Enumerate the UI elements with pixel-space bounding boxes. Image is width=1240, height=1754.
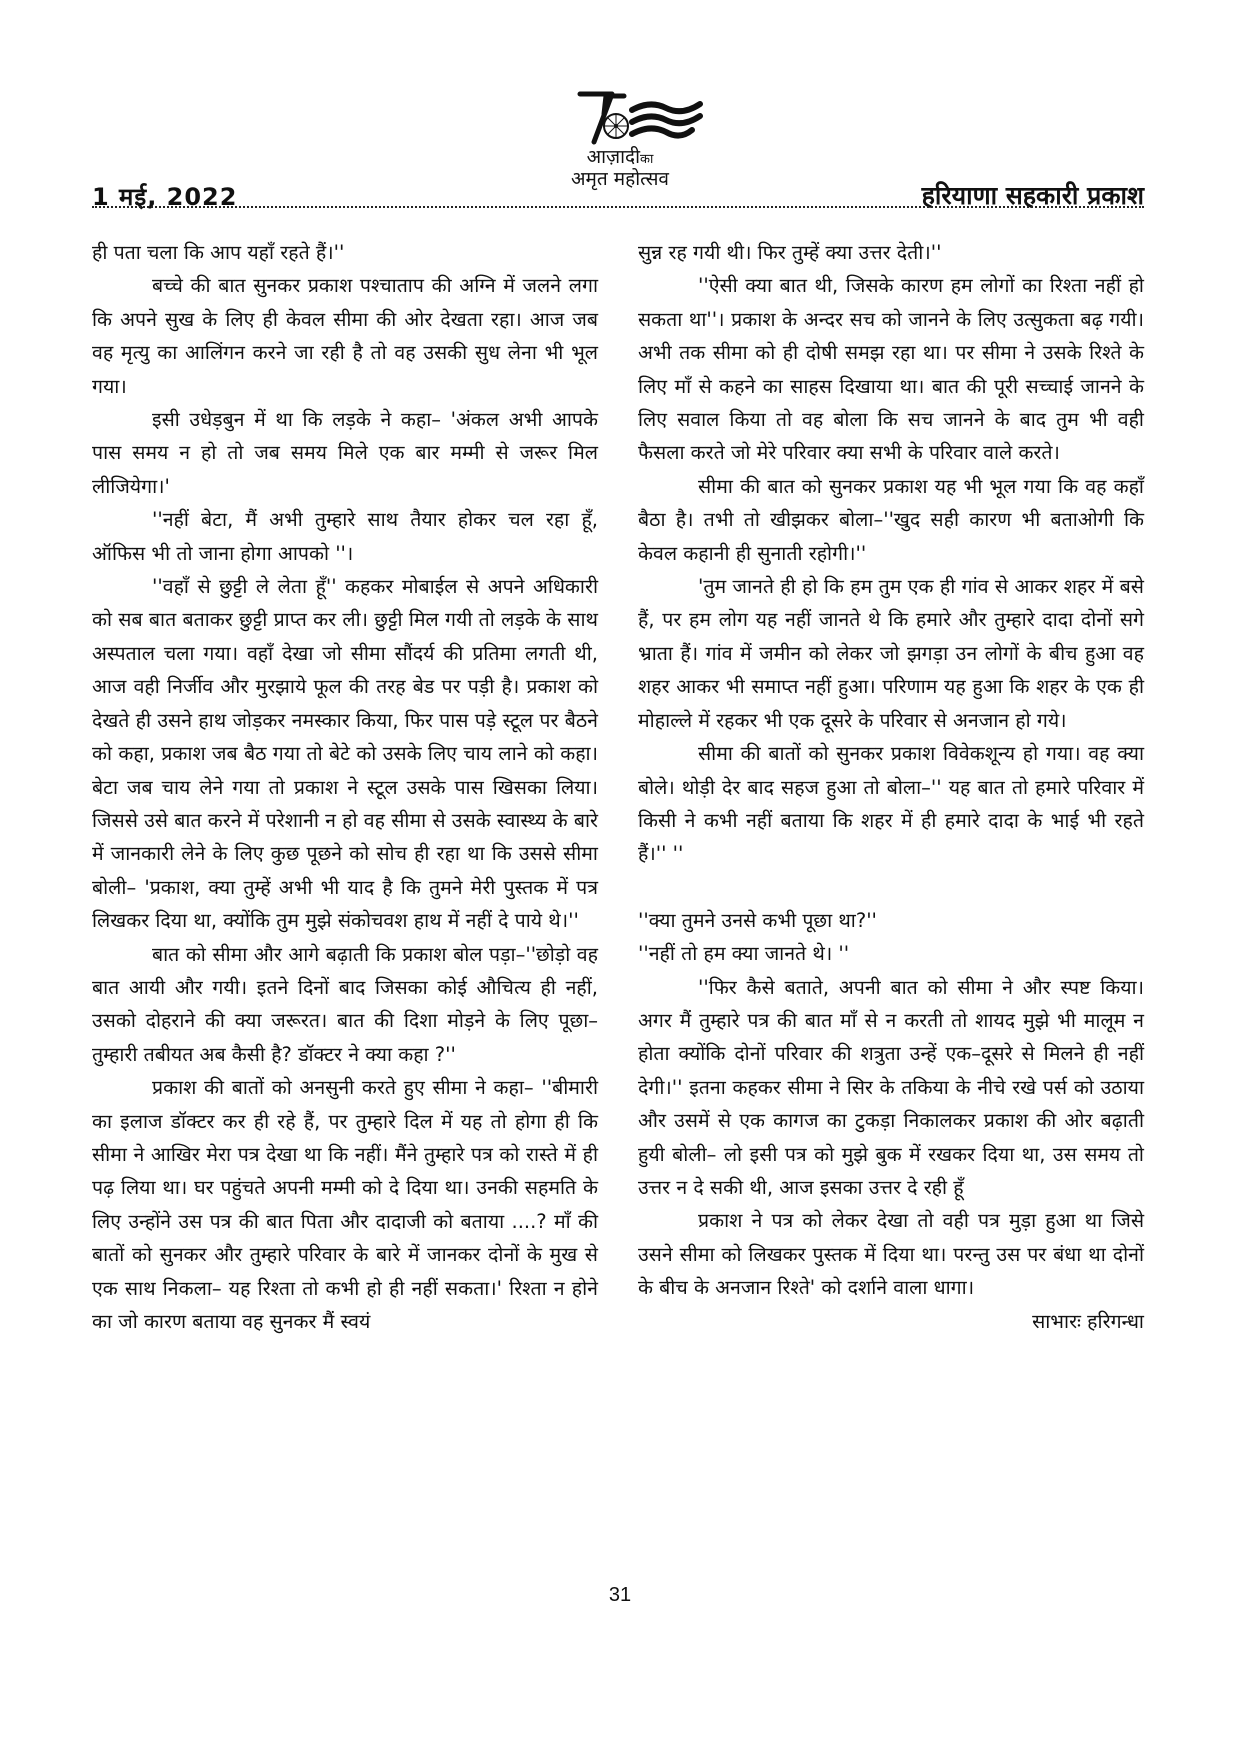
page-header xyxy=(92,90,1144,210)
paragraph: ''वहाँ से छुट्टी ले लेता हूँ'' कहकर मोबाईल से अपने अधिकारी को सब बात बताकर छुट्टी प्राप्त कर ली। छुट्टी मिल गयी तो लड़के के साथ अस्पताल चला गया। वहाँ देखा जो सीमा सौंदर्य की प्रतिमा लगती थी, आज वही निर्जीव और मुरझाये फूल की तरह बेड पर पड़ी है। प्रकाश को देखते ही उसने हाथ जोड़कर नमस्कार किया, फिर पास पड़े स्टूल पर बैठने को कहा, प्रकाश जब बैठ गया तो बेटे को उसके लिए चाय लाने को कहा। बेटा जब चाय लेने गया तो प्रकाश ने स्टूल उसके पास खिसका लिया। जिससे उसे बात करने में परेशानी न हो वह सीमा से उसके स्वास्थ्य के बारे में जानकारी लेने के लिए कुछ पूछने को सोच ही रहा था कि उससे सीमा बोली– 'प्रकाश, क्या तुम्हें अभी भी याद है कि तुमने मेरी पुस्तक में पत्र लिखकर दिया था, क्योंकि तुम मुझे संकोचवश हाथ में नहीं दे पाये थे।'' xyxy=(92,575,598,933)
paragraph: ''फिर कैसे बताते, अपनी बात को सीमा ने और स्पष्ट किया। अगर मैं तुम्हारे पत्र की बात माँ से न करती तो शायद मुझे भी मालूम न होता क्योंकि दोनों परिवार की शत्रुता उन्हें एक–दूसरे से मिलने ही नहीं देगी।'' इतना कहकर सीमा ने सिर के तकिया के नीचे रखे पर्स को उठाया और उसमें से एक कागज का टुकड़ा निकालकर प्रकाश की ओर बढ़ाती हुयी बोली– लो इसी पत्र को मुझे बुक में रखकर दिया था, उस समय तो उत्तर न दे सकी थी, आज इसका उत्तर दे रही हूँ xyxy=(638,975,1144,1199)
source-credit: साभारः हरिगन्धा xyxy=(1032,1309,1144,1333)
logo-75-flag-icon xyxy=(520,90,720,150)
paragraph: बच्चे की बात सुनकर प्रकाश पश्चाताप की अग्नि में जलने लगा कि अपने सुख के लिए ही केवल सीमा की ओर देखता रहा। आज जब वह मृत्यु का आलिंगन करने जा रही है तो वह उसकी सुध लेना भी भूल गया। xyxy=(92,274,598,398)
logo-line-2: अमृत महोत्सव xyxy=(571,168,669,190)
paragraph: सीमा की बातों को सुनकर प्रकाश विवेकशून्य हो गया। वह क्या बोले। थोड़ी देर बाद सहज हुआ तो बोला–'' यह बात तो हमारे परिवार में किसी ने कभी नहीं बताया कि शहर में ही हमारे दादा के भाई भी रहते हैं।'' '' xyxy=(638,742,1144,866)
paragraph: प्रकाश की बातों को अनसुनी करते हुए सीमा ने कहा– ''बीमारी का इलाज डॉक्टर कर ही रहे हैं, पर तुम्हारे दिल में यह तो होगा ही कि सीमा ने आखिर मेरा पत्र देखा था कि नहीं। मैंने तुम्हारे पत्र को रास्ते में ही पढ़ लिया था। घर पहुंचते अपनी मम्मी को दे दिया था। उनकी सहमति के लिए उन्होंने उस पत्र की बात पिता और दादाजी को बताया ....? माँ की बातों को सुनकर और तुम्हारे परिवार के बारे में जानकर दोनों के मुख से एक साथ निकला– यह रिश्ता तो कभी हो ही नहीं सकता।' रिश्ता न होने का जो कारण बताया वह सुनकर मैं स्वयं xyxy=(92,1076,598,1333)
paragraph: 'तुम जानते ही हो कि हम तुम एक ही गांव से आकर शहर में बसे हैं, पर हम लोग यह नहीं जानते थे कि हमारे और तुम्हारे दादा दोनों सगे भ्राता हैं। गांव में जमीन को लेकर जो झगड़ा उन लोगों के बीच हुआ वह शहर आकर भी समाप्त नहीं हुआ। परिणाम यह हुआ कि शहर के एक ही मोहाल्ले में रहकर भी एक दूसरे के परिवार से अनजान हो गये। xyxy=(638,575,1144,732)
logo-line-1: आज़ादीका xyxy=(586,146,654,168)
paragraph: ''नहीं तो हम क्या जानते थे। '' xyxy=(638,942,850,966)
paragraph: ही पता चला कि आप यहाँ रहते हैं।'' xyxy=(92,241,345,264)
paragraph: बात को सीमा और आगे बढ़ाती कि प्रकाश बोल पड़ा–''छोड़ो वह बात आयी और गयी। इतने दिनों बाद जिसका कोई औचित्य ही नहीं, उसको दोहराने की क्या जरूरत। बात की दिशा मोड़ने के लिए पूछा– तुम्हारी तबीयत अब कैसी है? डॉक्टर ने क्या कहा ?'' xyxy=(92,942,598,1066)
header-dotted-rule xyxy=(92,206,1144,208)
issue-date: 1 मई, 2022 xyxy=(92,183,238,211)
right-column xyxy=(638,236,1144,1338)
paragraph: प्रकाश ने पत्र को लेकर देखा तो वही पत्र मुड़ा हुआ था जिसे उसने सीमा को लिखकर पुस्तक में दिया था। परन्तु उस पर बंधा था दोनों के बीच के अनजान रिश्ते' को दर्शाने वाला धागा। xyxy=(638,1209,1144,1300)
paragraph: सीमा की बात को सुनकर प्रकाश यह भी भूल गया कि वह कहाँ बैठा है। तभी तो खीझकर बोला–''खुद सही कारण भी बताओगी कि केवल कहानी ही सुनाती रहोगी।'' xyxy=(638,474,1144,565)
paragraph: इसी उधेड़बुन में था कि लड़के ने कहा– 'अंकल अभी आपके पास समय न हो तो जब समय मिले एक बार मम्मी से जरूर मिल लीजियेगा।' xyxy=(92,408,598,498)
left-column xyxy=(92,236,598,1338)
paragraph: सुन्न रह गयी थी। फिर तुम्हें क्या उत्तर देती।'' xyxy=(638,241,942,264)
paragraph: ''ऐसी क्या बात थी, जिसके कारण हम लोगों का रिश्ता नहीं हो सकता था''। प्रकाश के अन्दर सच को जानने के लिए उत्सुकता बढ़ गयी। अभी तक सीमा को ही दोषी समझ रहा था। पर सीमा ने उसके रिश्ते के लिए माँ से कहने का साहस दिखाया था। बात की पूरी सच्चाई जानने के लिए सवाल किया तो वह बोला कि सच जानने के बाद तुम भी वही फैसला करते जो मेरे परिवार क्या सभी के परिवार वाले करते। xyxy=(638,274,1144,465)
publication-name: हरियाणा सहकारी प्रकाश xyxy=(921,181,1144,210)
azadi-ka-amrit-mahotsav-logo xyxy=(520,90,720,205)
page-number: 31 xyxy=(608,1584,632,1606)
paragraph: ''नहीं बेटा, मैं अभी तुम्हारे साथ तैयार होकर चल रहा हूँ, ऑफिस भी तो जाना होगा आपको ''। xyxy=(92,508,598,565)
paragraph: ''क्या तुमने उनसे कभी पूछा था?'' xyxy=(638,908,877,932)
